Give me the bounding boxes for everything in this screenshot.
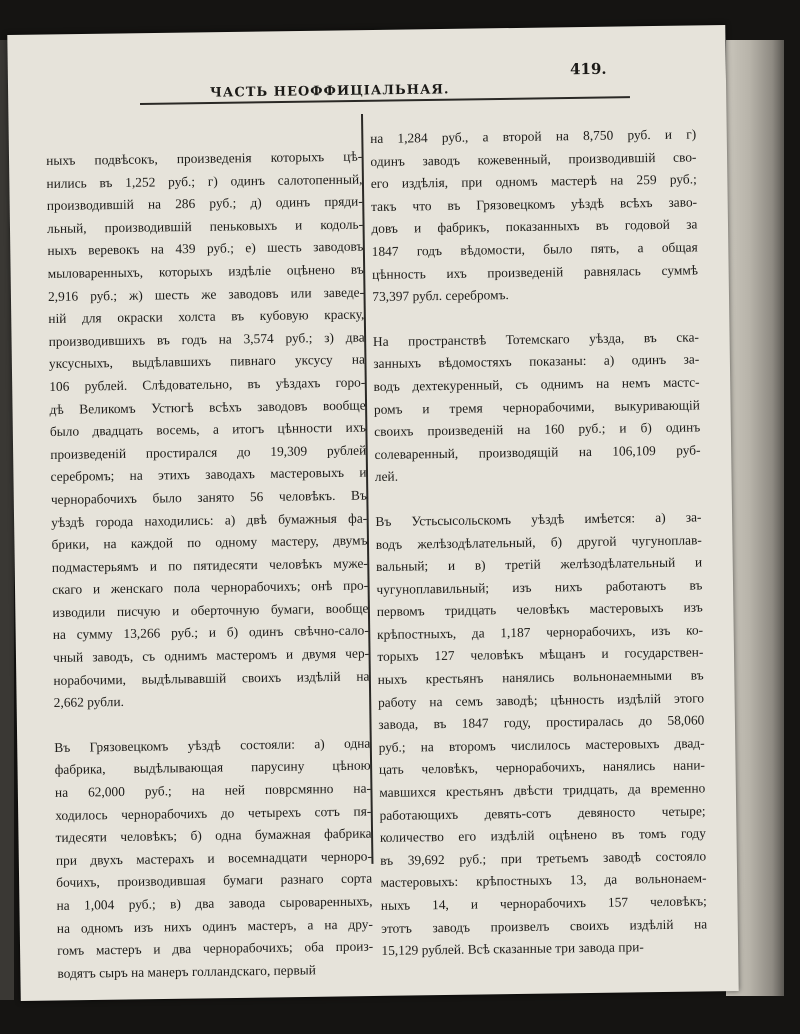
text-line: произведеній простирался до 19,309 рублей (50, 442, 367, 462)
text-line: при двухъ мастерахъ и восемнадцати черноро- (55, 848, 372, 868)
text-line: нились въ 1,252 руб.; г) одинъ салотопенный, (46, 171, 363, 191)
text-line: льный, производившій пеньковыхъ и кодоль- (46, 216, 364, 236)
text-line: изводили писчую и оберточную бумаги, вообще (52, 600, 369, 620)
text-line: ромъ и тремя чернорабочими, выкуривающій (373, 396, 700, 417)
text-line: занныхъ вѣдомостяхъ показаны: а) одинъ за- (373, 351, 700, 372)
text-line: ныхъ 14, и чернорабочихъ 157 человѣкъ; (380, 893, 707, 913)
text-line: уксусныхъ, выдѣлавшихъ пивнаго уксусу на (48, 351, 366, 372)
text-line: ныхъ веревокъ на 439 руб.; е) шесть заводовъ (47, 238, 364, 259)
text-line: работу на семъ заводѣ; цѣнность издѣлій этого (377, 690, 705, 710)
running-header (190, 60, 610, 100)
text-line: чугуноплавильный; изъ нихъ работаютъ въ (376, 577, 703, 597)
text-line: вальный; и в) третій желѣзодѣлательный и (376, 554, 703, 575)
text-line: На пространствѣ Тотемскаго уѣзда, въ ска- (372, 329, 700, 349)
text-line: Въ Грязовецкомъ уѣздѣ состояли: а) одна (54, 735, 371, 755)
text-line: цать человѣкъ, чернорабочихъ, нанялись нани- (378, 757, 706, 778)
left-column (46, 146, 374, 986)
text-line: дѣ Великомъ Устюгѣ всѣхъ заводовъ вообще (49, 397, 366, 417)
text-line: серебромъ; на этихъ заводахъ мастеровыхъ и (50, 464, 367, 485)
text-line: ній для окраски холста въ кубовую краску, (48, 306, 365, 327)
text-line: крѣпостныхъ, да 1,187 чернорабочихъ, изъ ко- (376, 622, 704, 642)
text-line: первомъ тридцать человѣкъ мастеровыхъ изъ (376, 599, 703, 620)
text-line: норабочими, выдѣлывавшій своихъ издѣлій на (53, 668, 370, 688)
text-line: ныхъ крестьянъ нанялись вольнонаемными въ (377, 667, 704, 688)
text-line: 1847 годъ вѣдомости, было пять, а общая (371, 239, 698, 259)
text-line: 106 рублей. Слѣдовательно, въ уѣздахъ горо- (49, 374, 366, 394)
text-line: чернорабочихъ было занято 56 человѣкъ. Въ (50, 487, 367, 507)
text-line: производившій на 286 руб.; д) одинъ пряди- (46, 193, 363, 214)
text-line: скаго и женскаго пола чернорабочихъ; онѣ про- (52, 577, 369, 598)
text-line: 2,662 рубли. (53, 694, 125, 711)
text-line: на одномъ изъ нихъ одинъ мастеръ, а на дру- (56, 916, 373, 936)
text-line: одинъ заводъ кожевенный, производившій сво- (370, 149, 697, 169)
text-line: уѣздѣ города находились: а) двѣ бумажныя фа- (51, 510, 368, 530)
text-line: довъ и фабрикъ, показанныхъ въ годовой за (371, 216, 698, 237)
text-line: торыхъ 127 человѣкъ мѣщанъ и государствен- (377, 644, 704, 665)
right-column (370, 123, 708, 962)
text-line: 15,129 рублей. Всѣ сказанные три завода при- (381, 939, 644, 959)
text-line: на 1,004 руб.; в) два завода сыроваренныхъ, (56, 893, 373, 913)
text-line: въ 39,692 руб.; при третьемъ заводѣ состояло (380, 848, 707, 868)
text-line: такъ что въ Грязовецкомъ уѣздѣ всѣхъ заво- (370, 194, 698, 214)
page-number: 419. (569, 59, 607, 79)
text-line: количество его издѣлій оцѣнено въ томъ году (379, 825, 706, 846)
text-line: лей. (374, 468, 399, 485)
text-line: мастеровыхъ: крѣпостныхъ 13, да вольнонаем- (380, 870, 707, 891)
text-line: его издѣлія, при одномъ мастерѣ на 259 руб.; (370, 171, 697, 192)
text-line: брики, на каждой по одному мастеру, двумъ (51, 532, 368, 553)
text-line: 2,916 руб.; ж) шесть же заводовъ или заведе- (47, 284, 365, 304)
text-line: ныхъ подвѣсокъ, произведенія которыхъ цѣ- (46, 148, 363, 168)
text-line: завода, въ 1847 году, простиралась до 58,060 (378, 712, 705, 733)
text-line: солеваренный, производящій на 106,109 руб- (374, 442, 701, 462)
text-line: тидесяти человѣкъ; б) одна бумажная фабрика (55, 825, 372, 846)
text-line: мавшихся крестьянъ двѣсти тридцать, да временно (379, 780, 706, 800)
text-line: ходилось чернорабочихъ до четырехъ сотъ пя- (55, 803, 372, 823)
text-line: на сумму 13,266 руб.; и б) одинъ свѣчно-сало- (52, 623, 369, 643)
text-line: гомъ мастеръ и два чернорабочихъ; оба произ- (57, 938, 374, 959)
text-line: 73,397 рубл. серебромъ. (372, 287, 509, 305)
text-line: своихъ произведеній на 160 руб.; и б) одинъ (374, 419, 701, 440)
text-line: работающихъ девять-сотъ девяносто четыре; (379, 803, 706, 823)
text-line: фабрика, выдѣлывающая парусину цѣною (54, 757, 371, 778)
text-line: водъ желѣзодѣлательный, б) другой чугуноплав- (375, 531, 702, 552)
text-line: чный заводъ, съ однимъ мастеромъ и двумя чер- (52, 645, 370, 666)
text-line: на 62,000 руб.; на ней поврсмянно на- (54, 780, 372, 800)
text-line: руб.; на второмъ числилось мастеровыхъ двад- (378, 735, 705, 755)
text-line: было двадцать восемь, а итогъ цѣнности ихъ (49, 419, 367, 440)
section-title: ЧАСТЬ НЕОФФИЦІАЛЬНАЯ. (209, 82, 450, 101)
text-line: мыловаренныхъ, которыхъ издѣліе оцѣнено въ (47, 261, 364, 281)
text-line: Въ Устьсысольскомъ уѣздѣ имѣется: а) за- (375, 509, 702, 529)
text-line: цѣнность ихъ произведеній равнялась суммѣ (371, 261, 699, 282)
text-line: производившихъ въ годъ на 3,574 руб.; з) два (48, 329, 365, 349)
text-line: водятъ сыръ на манеръ голландскаго, первый (57, 962, 316, 981)
text-line: на 1,284 руб., а второй на 8,750 руб. и г) (370, 126, 697, 146)
text-line: бочихъ, производившая бумаги разнаго сорта (56, 870, 373, 891)
text-line: водъ дехтекуренный, съ однимъ на немъ мастс- (373, 374, 700, 394)
text-line: подмастерьямъ и по пятидесяти человѣкъ муже- (51, 555, 368, 575)
text-line: этотъ заводъ произвелъ своихъ издѣлій на (381, 915, 708, 936)
